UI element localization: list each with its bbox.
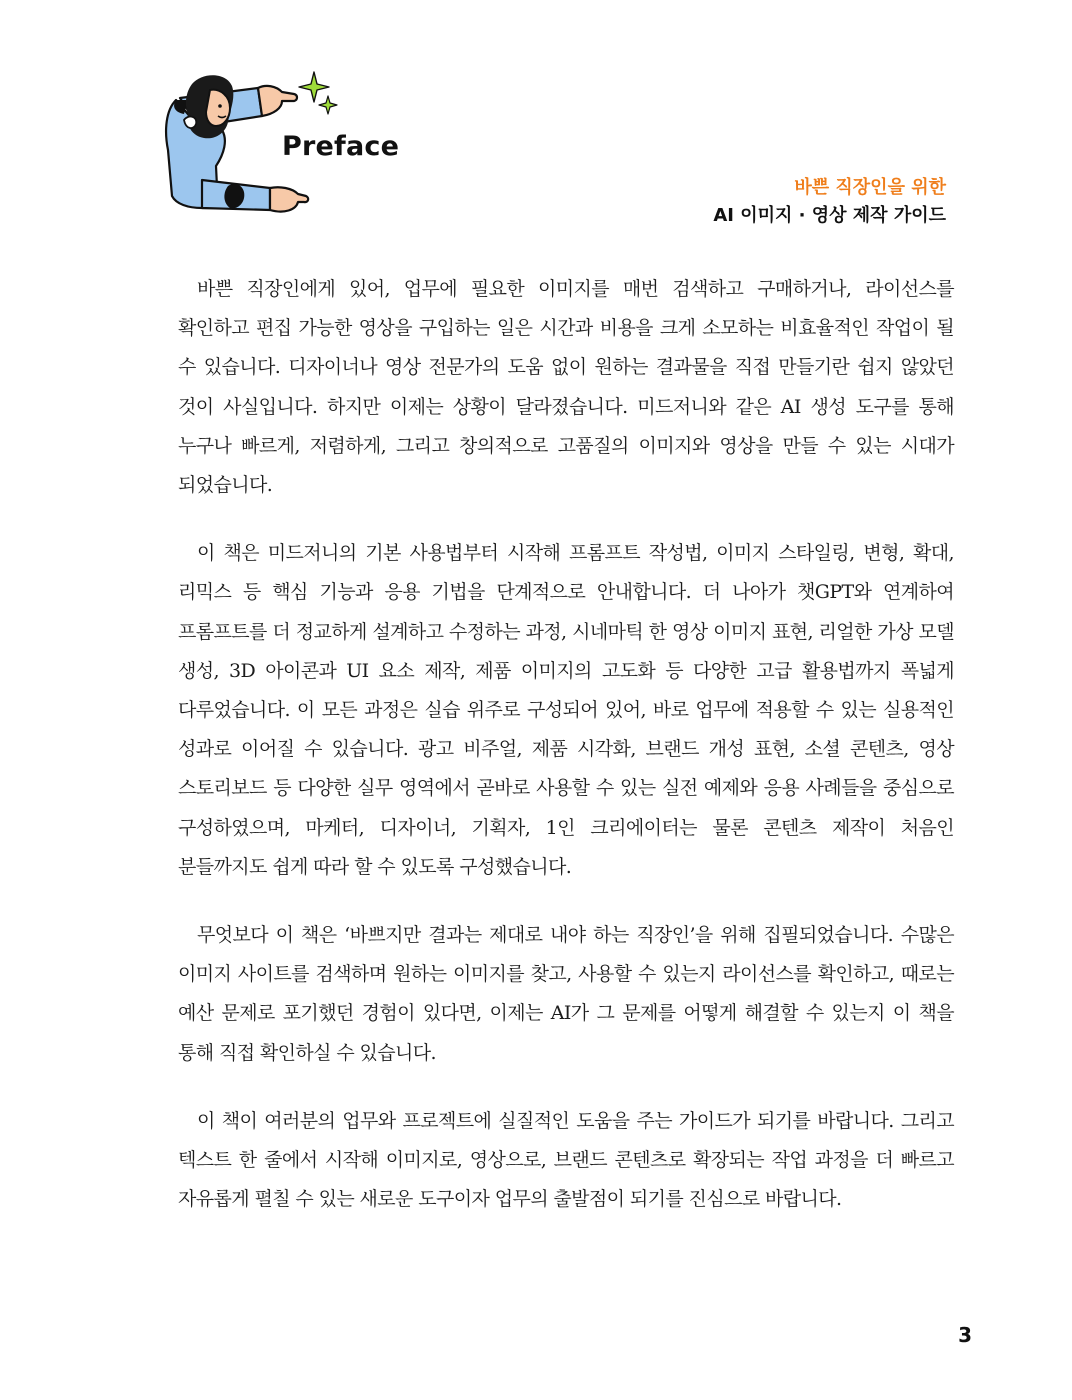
paragraph-4: 이 책이 여러분의 업무와 프로젝트에 실질적인 도움을 주는 가이드가 되기를 바랍니다. 그리고 텍스트 한 줄에서 시작해 이미지로, 영상으로, 브랜드 콘텐츠로 확장되는 작업 과정을 더 빠르고 자유롭게 펼칠 수 있는 새로운 도구이자 업무의 출발점이 되기를 진심으로 바랍니다.	[178, 1109, 954, 1211]
page-number: 3	[958, 1323, 972, 1347]
page-title: Preface	[282, 131, 400, 162]
book-subtitle	[713, 175, 946, 231]
sparkle-small-icon	[319, 96, 337, 114]
face	[206, 90, 230, 126]
paragraph-1: 바쁜 직장인에게 있어, 업무에 필요한 이미지를 매번 검색하고 구매하거나, 라이선스를 확인하고 편집 가능한 영상을 구입하는 일은 시간과 비용을 크게 소모하는 비효율적인 작업이 될 수 있습니다. 디자이너나 영상 전문가의 도움 없이 원하는 결과물을 직접 만들기란 쉽지 않았던 것이 사실입니다. 하지만 이제는 상황이 달라졌습니다. 미드저니와 같은 AI 생성 도구를 통해 누구나 빠르게, 저렴하게, 그리고 창의적으로 고품질의 이미지와 영상을 만들 수 있는 시대가 되었습니다.	[178, 278, 954, 497]
subtitle-line-main: AI 이미지 · 영상 제작 가이드	[713, 205, 946, 226]
eye	[218, 104, 222, 108]
subtitle-line-accent: 바쁜 직장인을 위한	[794, 177, 946, 198]
bottom-hand	[270, 187, 308, 211]
top-pointing-hand	[258, 86, 297, 116]
hair-clip	[184, 117, 196, 129]
paragraph-2: 이 책은 미드저니의 기본 사용법부터 시작해 프롬프트 작성법, 이미지 스타일링, 변형, 확대, 리믹스 등 핵심 기능과 응용 기법을 단계적으로 안내합니다. 더 나아가 챗GPT와 연계하여 프롬프트를 더 정교하게 설계하고 수정하는 과정, 시네마틱 한 영상 이미지 표현, 리얼한 가상 모델 생성, 3D 아이콘과 UI 요소 제작, 제품 이미지의 고도화 등 다양한 고급 활용법까지 폭넓게 다루었습니다. 이 모든 과정은 실습 위주로 구성되어 있어, 바로 업무에 적용할 수 있는 실용적인 성과로 이어질 수 있습니다. 광고 비주얼, 제품 시각화, 브랜드 개성 표현, 소셜 콘텐츠, 영상 스토리보드 등 다양한 실무 영역에서 곧바로 사용할 수 있는 실전 예제와 응용 사례들을 중심으로 구성하였으며, 마케터, 디자이너, 기획자, 1인 크리에이터는 물론 콘텐츠 제작이 처음인 분들까지도 쉽게 따라 할 수 있도록 구성했습니다.	[178, 542, 954, 878]
preface-body	[178, 270, 954, 1248]
sparkle-large-icon	[299, 72, 329, 102]
paragraph-3: 무엇보다 이 책은 ‘바쁘지만 결과는 제대로 내야 하는 직장인’을 위해 집필되었습니다. 수많은 이미지 사이트를 검색하며 원하는 이미지를 찾고, 사용할 수 있는지 라이선스를 확인하고, 때로는 예산 문제로 포기했던 경험이 있다면, 이제는 AI가 그 문제를 어떻게 해결할 수 있는지 이 책을 통해 직접 확인하실 수 있습니다.	[178, 924, 954, 1064]
